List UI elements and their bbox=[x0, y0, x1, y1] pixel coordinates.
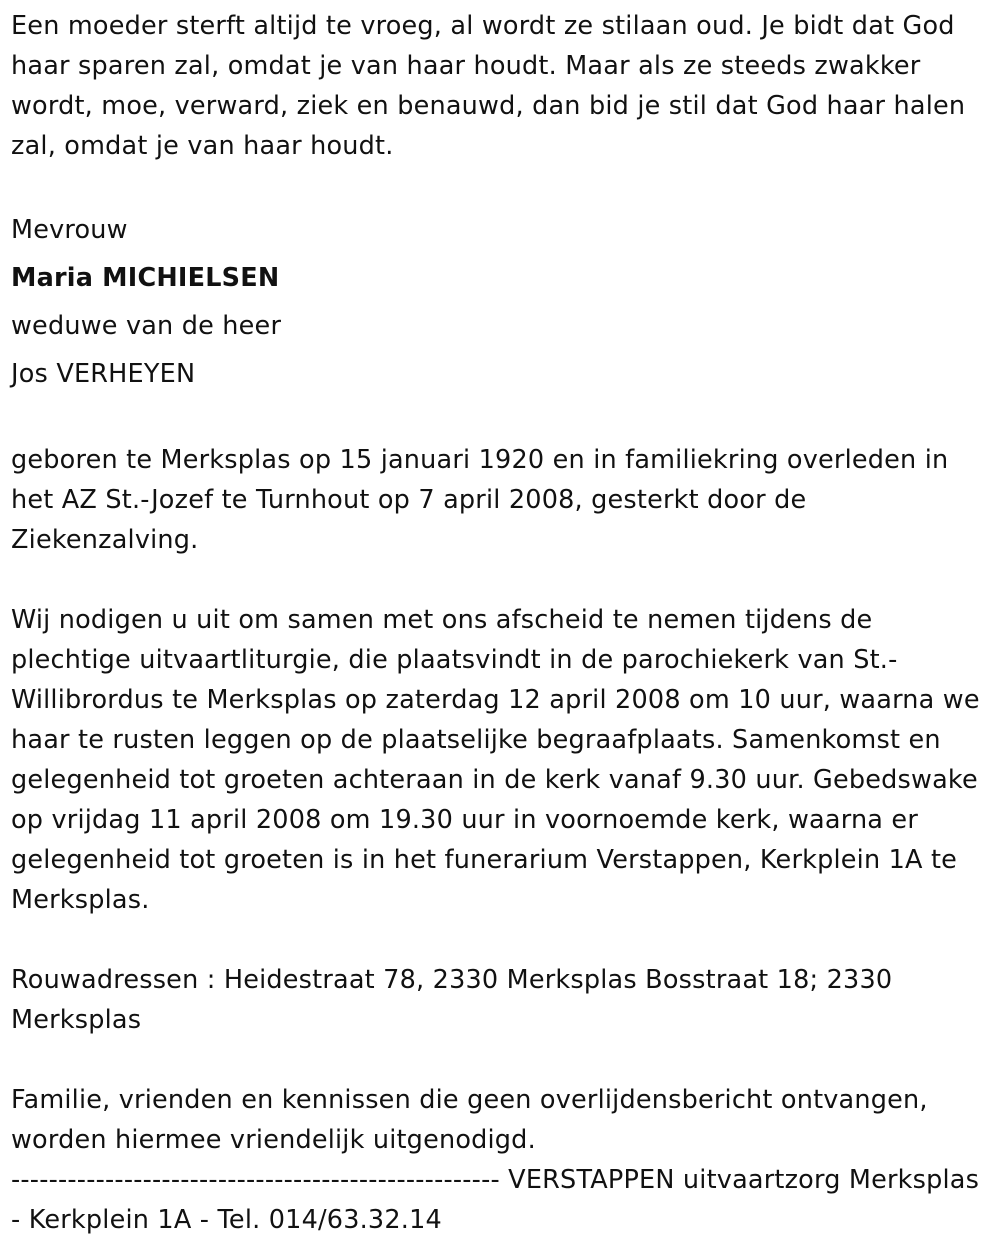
spouse-name: Jos VERHEYEN bbox=[11, 359, 196, 389]
spacer bbox=[11, 560, 993, 600]
spacer bbox=[11, 1040, 993, 1080]
obituary-document bbox=[11, 6, 993, 1240]
birth-death-paragraph: geboren te Merksplas op 15 januari 1920 en in familiekring overleden in het AZ St.-Jozef te Turnhout op 7 april 2008, gesterkt door de Ziekenzalving. bbox=[11, 445, 949, 555]
intro-poem: Een moeder sterft altijd te vroeg, al wordt ze stilaan oud. Je bidt dat God haar sparen zal, omdat je van haar houdt. Maar als ze steeds zwakker wordt, moe, verward, ziek en benauwd, dan bid je stil dat God haar halen zal, omdat je van haar houdt. bbox=[11, 11, 966, 161]
invitation-paragraph: Wij nodigen u uit om samen met ons afscheid te nemen tijdens de plechtige uitvaartliturgie, die plaatsvindt in de parochiekerk van St.-Willibrordus te Merksplas op zaterdag 12 april 2008 om 10 uur, waarna we haar te rusten leggen op de plaatselijke begraafplaats. Samenkomst en gelegenheid tot groeten achteraan in de kerk vanaf 9.30 uur. Gebedswake op vrijdag 11 april 2008 om 19.30 uur in voornoemde kerk, waarna er gelegenheid tot groeten is in het funerarium Verstappen, Kerkplein 1A te Merksplas. bbox=[11, 605, 980, 915]
relation: weduwe van de heer bbox=[11, 311, 282, 341]
invitation-notice: Familie, vrienden en kennissen die geen overlijdensbericht ontvangen, worden hiermee vriendelijk uitgenodigd. bbox=[11, 1085, 928, 1155]
deceased-name: Maria MICHIELSEN bbox=[11, 263, 280, 293]
spacer bbox=[11, 920, 993, 960]
mourning-addresses: Rouwadressen : Heidestraat 78, 2330 Merksplas Bosstraat 18; 2330 Merksplas bbox=[11, 965, 893, 1035]
salutation: Mevrouw bbox=[11, 215, 128, 245]
funeral-home-footer: ---------------------------------------------------- VERSTAPPEN uitvaartzorg Merksplas - Kerkplein 1A - Tel. 014/63.32.14 bbox=[11, 1165, 980, 1235]
spacer bbox=[11, 398, 993, 440]
spacer bbox=[11, 166, 993, 206]
